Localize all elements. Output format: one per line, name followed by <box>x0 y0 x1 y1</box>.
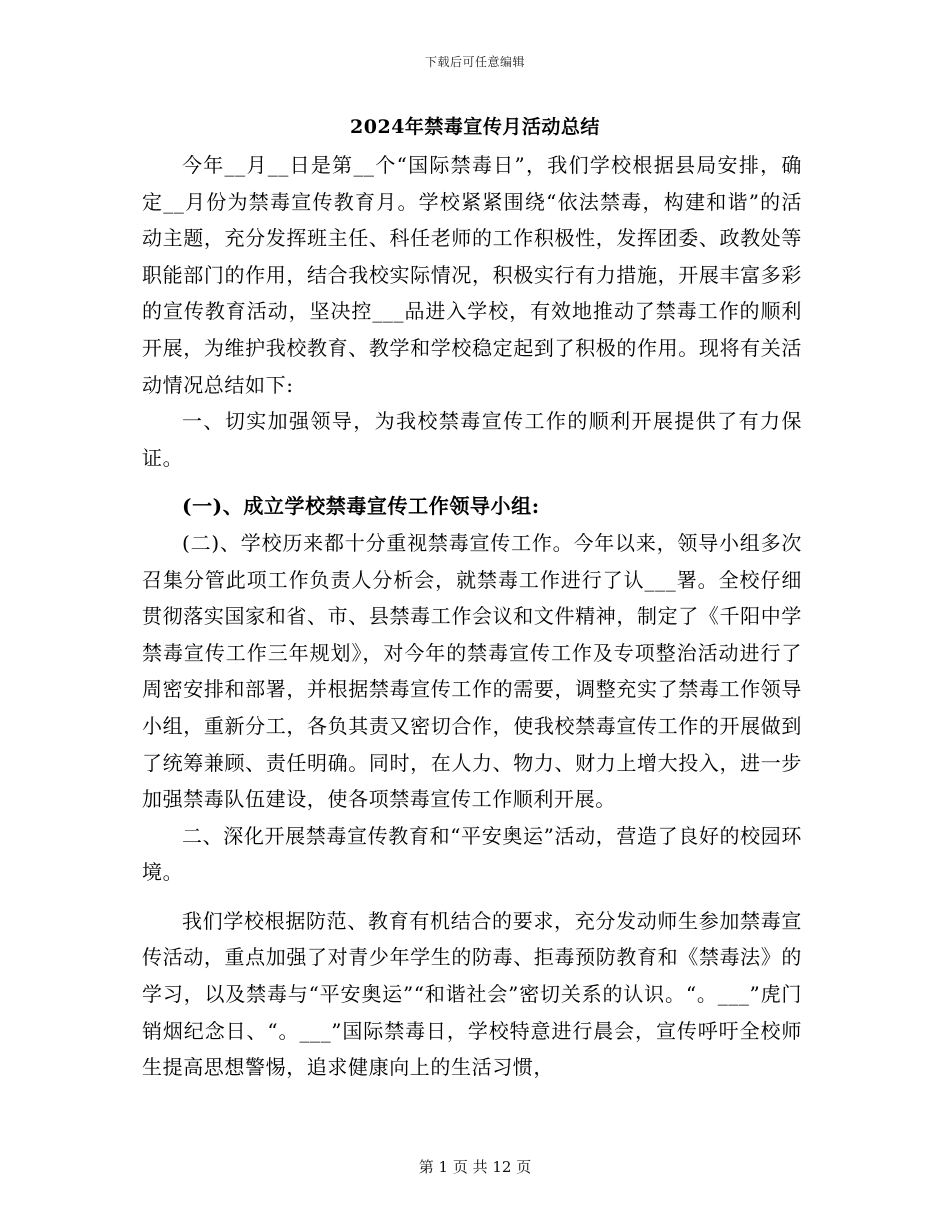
paragraph-subsection-2: (二)、学校历来都十分重视禁毒宣传工作。今年以来，领导小组多次召集分管此项工作负责人分析会，就禁毒工作进行了认___署。全校仔细贯彻落实国家和省、市、县禁毒工作会议和文件精神，制定了《千阳中学禁毒宣传工作三年规划》，对今年的禁毒宣传工作及专项整治活动进行了周密安排和部署，并根据禁毒宣传工作的需要，调整充实了禁毒工作领导小组，重新分工，各负其责又密切合作，使我校禁毒宣传工作的开展做到了统筹兼顾、责任明确。同时，在人力、物力、财力上增大投入，进一步加强禁毒队伍建设，使各项禁毒宣传工作顺利开展。 <box>142 530 802 812</box>
page-footer: 第 1 页 共 12 页 <box>418 1158 532 1176</box>
document-title: 2024年禁毒宣传月活动总结 <box>350 116 600 138</box>
paragraph-subsection-1: (一)、成立学校禁毒宣传工作领导小组: <box>182 494 540 519</box>
paragraph-intro: 今年__月__日是第__个“国际禁毒日”，我们学校根据县局安排，确定__月份为禁毒宣传教育月。学校紧紧围绕“依法禁毒，构建和谐”的活动主题，充分发挥班主任、科任老师的工作积极性，发挥团委、政教处等职能部门的作用，结合我校实际情况，积极实行有力措施，开展丰富多彩的宣传教育活动，坚决控___品进入学校，有效地推动了禁毒工作的顺利开展，为维护我校教育、教学和学校稳定起到了积极的作用。现将有关活动情况总结如下: <box>142 153 802 397</box>
document-body <box>142 147 802 1086</box>
paragraph-section-2-heading: 二、深化开展禁毒宣传教育和“平安奥运”活动，营造了良好的校园环境。 <box>142 823 802 885</box>
paragraph-section-1-heading: 一、切实加强领导，为我校禁毒宣传工作的顺利开展提供了有力保证。 <box>142 409 802 470</box>
paragraph-section-2-body: 我们学校根据防范、教育有机结合的要求，充分发动师生参加禁毒宣传活动，重点加强了对青少年学生的防毒、拒毒预防教育和《禁毒法》的学习，以及禁毒与“平安奥运”“和谐社会”密切关系的认识。“。___”虎门销烟纪念日、“。___”国际禁毒日，学校特意进行晨会，宣传呼吁全校师生提高思想警惕，追求健康向上的生活习惯， <box>142 908 802 1080</box>
header-note: 下载后可任意编辑 <box>424 55 525 69</box>
